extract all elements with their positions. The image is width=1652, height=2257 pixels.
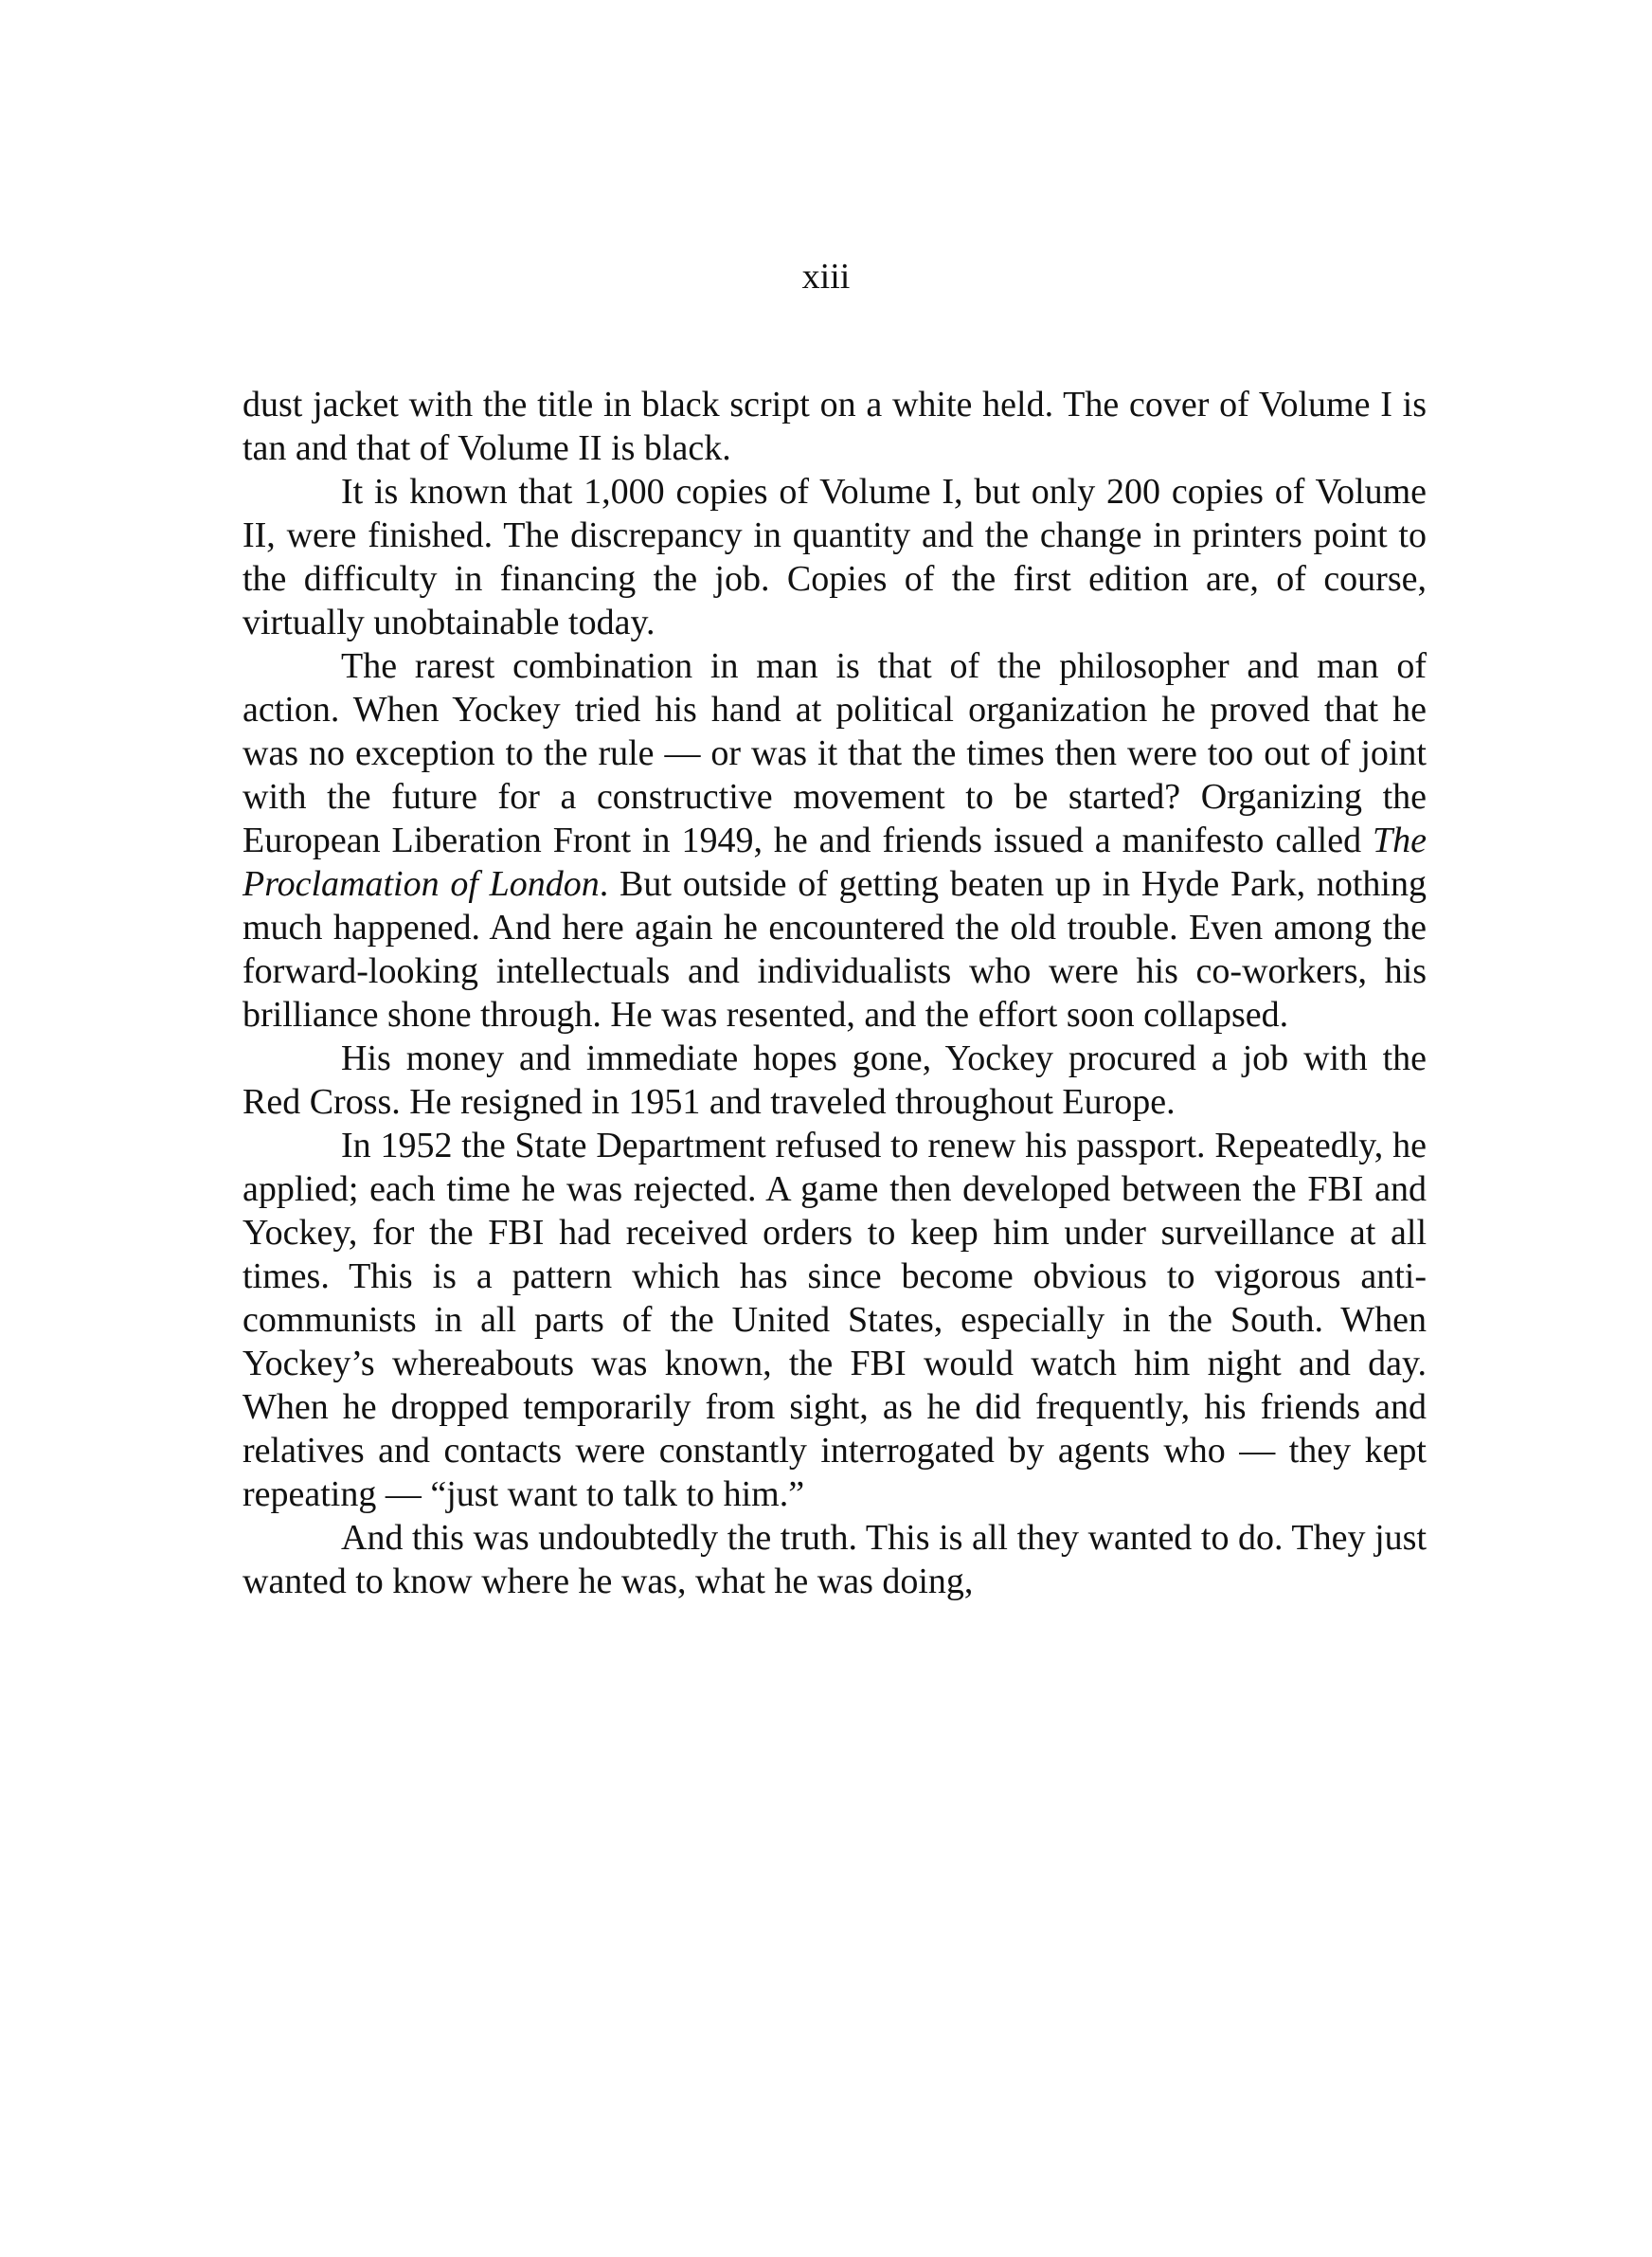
page-number: xiii: [801, 257, 851, 297]
paragraph-philosopher: [242, 644, 1427, 1037]
paragraph-truth: And this was undoubtedly the truth. This is all they wanted to do. They just wanted to know where he was, what he was doing,: [242, 1518, 1427, 1601]
paragraph-dust-jacket: dust jacket with the title in black script on a white held. The cover of Volume I is tan and that of Volume II is black.: [242, 385, 1427, 468]
paragraph-philosopher-before: The rarest combination in man is that of the philosopher and man of action. When Yockey tried his hand at political organization he proved that he was no exception to the rule — or was it that the times then were too out of joint with the future for a constructive movement to be started? Organizing the European Liberation Front in 1949, he and friends issued a manifesto called: [242, 646, 1427, 860]
body-text: [242, 383, 1427, 1603]
paragraph-passport: In 1952 the State Department refused to renew his passport. Repeatedly, he applied; each time he was rejected. A game then developed between the FBI and Yockey, for the FBI had received orders to keep him under surveillance at all times. This is a pattern which has since become obvious to vigorous anti-communists in all parts of the United States, especially in the South. When Yockey’s whereabouts was known, the FBI would watch him night and day. When he dropped temporarily from sight, as he did frequently, his friends and relatives and contacts were constantly interrogated by agents who — they kept repeating — “just want to talk to him.”: [242, 1126, 1427, 1514]
paragraph-copies: It is known that 1,000 copies of Volume I, but only 200 copies of Volume II, were finished. The discrepancy in quantity and the change in printers point to the difficulty in financing the job. Copies of the first edition are, of course, virtually unobtainable today.: [242, 472, 1427, 642]
paragraph-red-cross: His money and immediate hopes gone, Yockey procured a job with the Red Cross. He resigned in 1951 and traveled throughout Europe.: [242, 1038, 1427, 1122]
manifesto-title: The Proclamation of London: [242, 821, 1427, 904]
paragraph-philosopher-after: . But outside of getting beaten up in Hyde Park, nothing much happened. And here again he encountered the old trouble. Even among the forward-looking intellectuals and individualists who were his co-workers, his brilliance shone through. He was resented, and the effort soon collapsed.: [242, 864, 1427, 1035]
